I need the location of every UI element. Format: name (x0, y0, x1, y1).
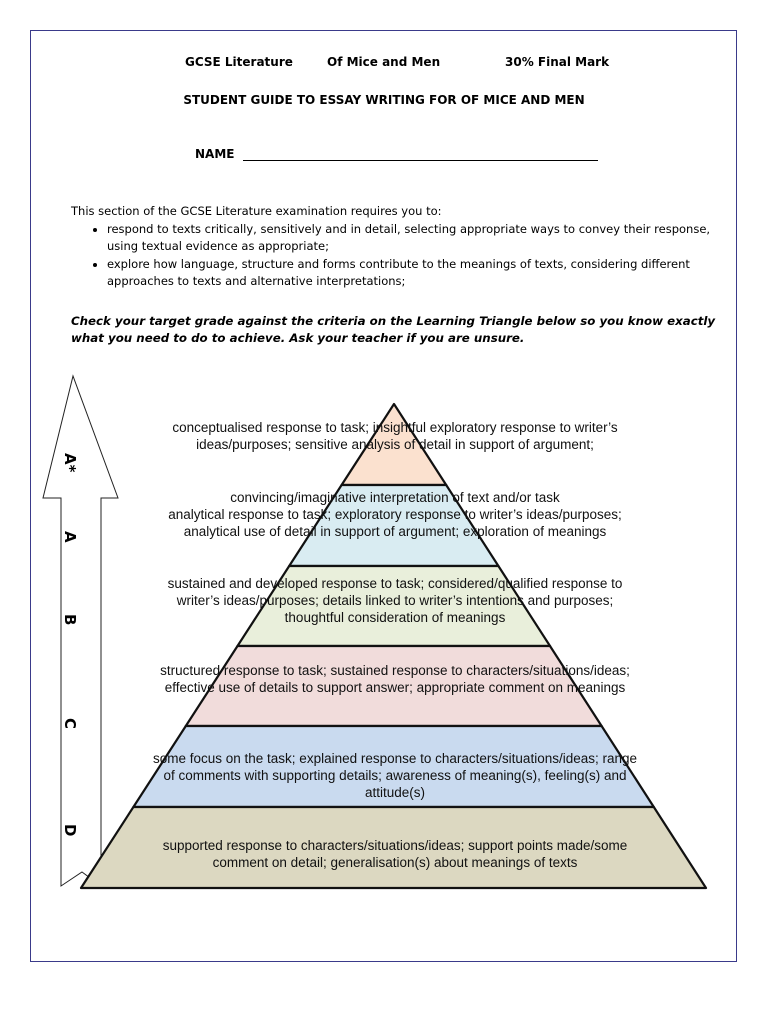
instruction-text: Check your target grade against the criteria on the Learning Triangle below so you know exactly what you need to do to achieve. Ask your teacher if you are unsure. (71, 314, 716, 345)
grade-label-b: B (61, 614, 79, 626)
pyramid-bands (81, 404, 706, 888)
tier-b-description-line: sustained and developed response to task; considered/qualified response to (167, 576, 623, 591)
grade-label-a: A (61, 531, 79, 543)
tier-b-description-line: thoughtful consideration of meanings (284, 610, 506, 625)
grade-label-a-star: A* (61, 453, 79, 473)
text-label: Of Mice and Men (327, 55, 441, 69)
tier-b-description-line: writer’s ideas/purposes; details linked to writer’s intentions and purposes; (176, 593, 614, 608)
tier-c-description-line: effective use of details to support answer; appropriate comment on meanings (164, 680, 626, 695)
requirement-item: • explore how language, structure and forms contribute to the meanings of texts, considering different approaches to texts and alternative interpretations; (107, 256, 711, 291)
grade-label-d: D (61, 824, 79, 837)
tier-a-star-description-line: ideas/purposes; sensitive analysis of detail in support of argument; (196, 437, 594, 452)
tier-d-upper-description-line: of comments with supporting details; awareness of meaning(s), feeling(s) and (163, 768, 627, 783)
requirement-item: • respond to texts critically, sensitively and in detail, selecting appropriate ways to convey their response, using textual evidence as appropriate; (107, 221, 711, 256)
tier-c-description-line: structured response to task; sustained response to characters/situations/ideas; (160, 663, 630, 678)
tier-d-upper-description-line: some focus on the task; explained response to characters/situations/ideas; range (152, 751, 638, 766)
tier-d-lower-description-line: supported response to characters/situations/ideas; support points made/some (162, 838, 628, 853)
intro-lead: This section of the GCSE Literature examination requires you to: (71, 204, 442, 218)
course-label: GCSE Literature (185, 55, 293, 69)
tier-a-star-description-line: conceptualised response to task; insightful exploratory response to writer’s (172, 420, 618, 435)
tier-a-description-line: convincing/imaginative interpretation of text and/or task (230, 490, 560, 505)
tier-d-lower-description-line: comment on detail; generalisation(s) about meanings of texts (212, 855, 578, 870)
mark-weight-label: 30% Final Mark (505, 55, 610, 69)
page-title: STUDENT GUIDE TO ESSAY WRITING FOR OF MICE AND MEN (183, 93, 585, 107)
name-label: NAME (195, 147, 235, 161)
grade-arrow-icon (43, 376, 118, 886)
tier-a-description-line: analytical response to task; exploratory response to writer’s ideas/purposes; (168, 507, 622, 522)
grade-label-c: C (61, 718, 79, 730)
tier-d-upper-description-line: attitude(s) (364, 785, 426, 800)
tier-a-description-line: analytical use of detail in support of argument; exploration of meanings (183, 524, 607, 539)
